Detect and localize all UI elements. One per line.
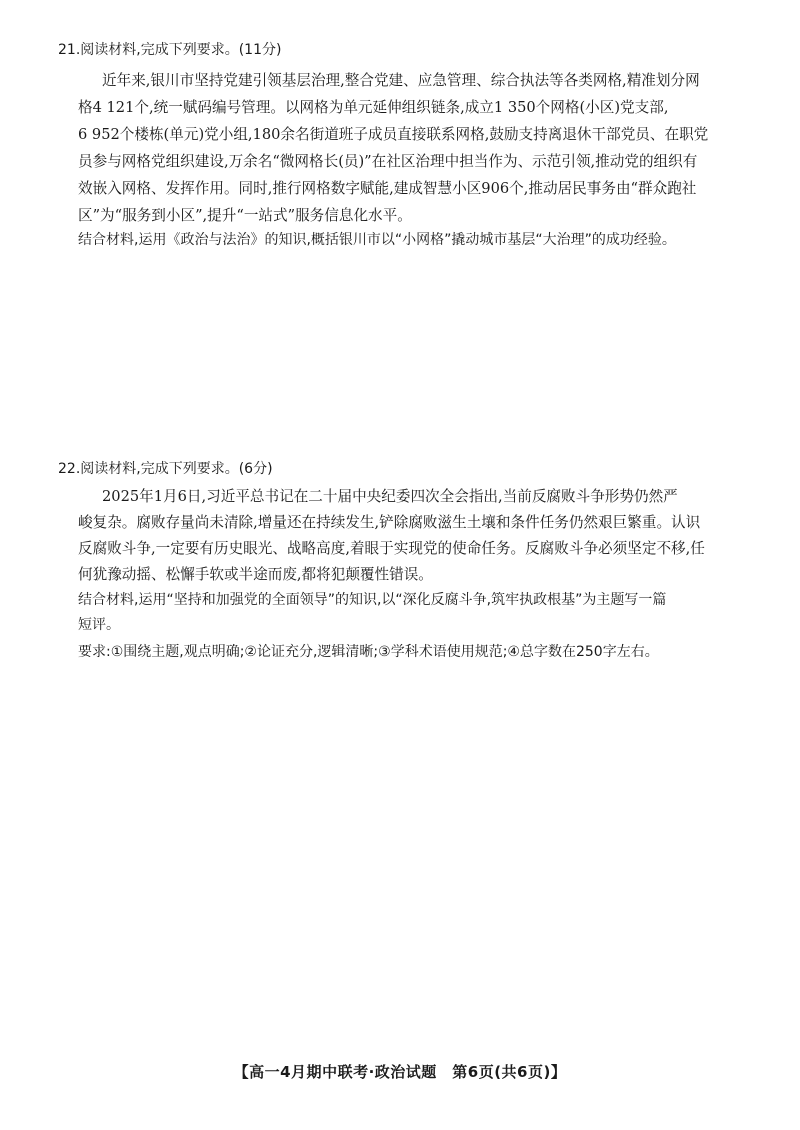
question-22-material-line: 何犹豫动摇、松懈手软或半途而废,都将犯颠覆性错误。	[78, 566, 433, 583]
page-footer: 【高一4月期中联考·政治试题 第6页(共6页)】	[233, 1063, 567, 1081]
question-22-prompt-line: 短评。	[78, 617, 120, 633]
question-21-prompt: 结合材料,运用《政治与法治》的知识,概括银川市以“小网格”撬动城市基层“大治理”的成功经验。	[78, 232, 676, 248]
question-21-material-line: 效嵌入网格、发挥作用。同时,推行网格数字赋能,建成智慧小区906个,推动居民事务由“群众跑社	[78, 180, 697, 197]
question-21-material-line: 近年来,银川市坚持党建引领基层治理,整合党建、应急管理、综合执法等各类网格,精准划分网	[102, 72, 700, 89]
question-21-material-line: 员参与网格党组织建设,万余名“微网格长(员)”在社区治理中担当作为、示范引领,推动党的组织有	[78, 153, 698, 170]
question-21-header: 21.阅读材料,完成下列要求。(11分)	[58, 42, 282, 58]
question-22-prompt-line: 结合材料,运用“坚持和加强党的全面领导”的知识,以“深化反腐斗争,筑牢执政根基”为主题写一篇	[78, 592, 667, 608]
question-22-material-line: 2025年1月6日,习近平总书记在二十届中央纪委四次全会指出,当前反腐败斗争形势仍然严	[102, 488, 678, 505]
question-22-material-line: 峻复杂。腐败存量尚未清除,增量还在持续发生,铲除腐败滋生土壤和条件任务仍然艰巨繁重。认识	[78, 514, 701, 531]
question-22-requirements: 要求:①围绕主题,观点明确;②论证充分,逻辑清晰;③学科术语使用规范;④总字数在250字左右。	[78, 644, 659, 660]
question-21-material-line: 格4 121个,统一赋码编号管理。以网格为单元延伸组织链条,成立1 350个网格(小区)党支部,	[78, 99, 669, 116]
question-21-material-line: 区”为“服务到小区”,提升“一站式”服务信息化水平。	[78, 207, 412, 224]
question-22-material-line: 反腐败斗争,一定要有历史眼光、战略高度,着眼于实现党的使命任务。反腐败斗争必须坚定不移,任	[78, 540, 705, 557]
question-21-material-line: 6 952个楼栋(单元)党小组,180余名街道班子成员直接联系网格,鼓励支持离退休干部党员、在职党	[78, 126, 709, 143]
question-22-header: 22.阅读材料,完成下列要求。(6分)	[58, 461, 273, 477]
